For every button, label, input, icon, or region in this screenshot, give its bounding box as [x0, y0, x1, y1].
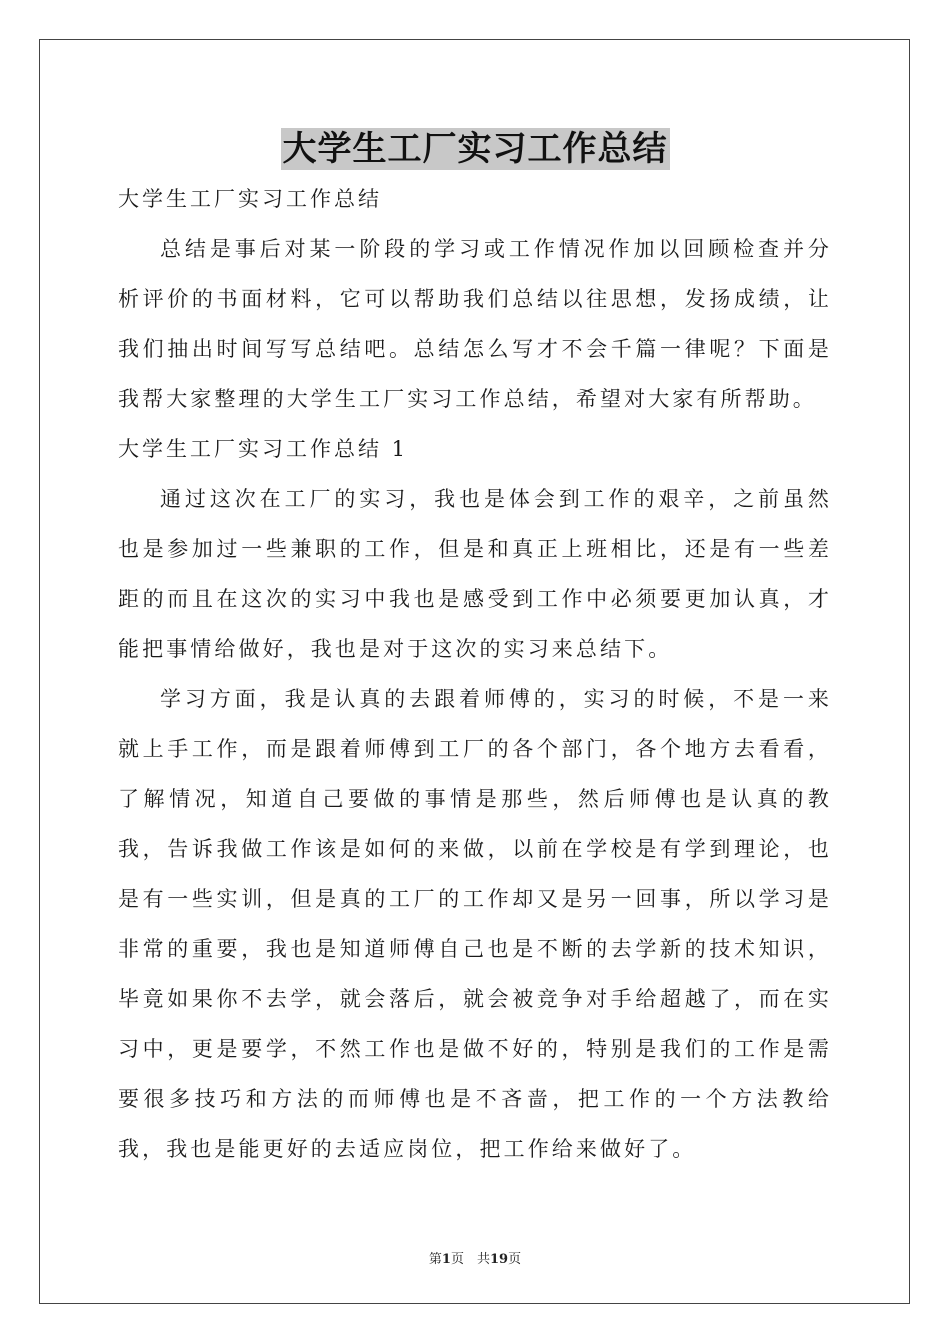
document-body — [118, 174, 832, 1174]
intro-paragraph: 总结是事后对某一阶段的学习或工作情况作加以回顾检查并分析评价的书面材料，它可以帮助我们总结以往思想，发扬成绩，让我们抽出时间写写总结吧。总结怎么写才不会千篇一律呢？下面是我帮大家整理的大学生工厂实习工作总结，希望对大家有所帮助。 — [118, 237, 832, 411]
document-subtitle: 大学生工厂实习工作总结 — [118, 187, 382, 211]
document-title: 大学生工厂实习工作总结 — [282, 129, 668, 169]
footer-page-mid: 页 共 — [450, 1252, 490, 1267]
footer-page-suffix: 页 — [508, 1252, 522, 1267]
section-paragraph-2: 学习方面，我是认真的去跟着师傅的，实习的时候，不是一来就上手工作，而是跟着师傅到工厂的各个部门，各个地方去看看，了解情况，知道自己要做的事情是那些，然后师傅也是认真的教我，告诉我做工作该是如何的来做，以前在学校是有学到理论，也是有一些实训，但是真的工厂的工作却又是另一回事，所以学习是非常的重要，我也是知道师傅自己也是不断的去学新的技术知识，毕竟如果你不去学，就会落后，就会被竞争对手给超越了，而在实习中，更是要学，不然工作也是做不好的，特别是我们的工作是需要很多技巧和方法的而师傅也是不吝啬，把工作的一个方法教给我，我也是能更好的去适应岗位，把工作给来做好了。 — [118, 687, 832, 1161]
section-paragraph-1: 通过这次在工厂的实习，我也是体会到工作的艰辛，之前虽然也是参加过一些兼职的工作，但是和真正上班相比，还是有一些差距的而且在这次的实习中我也是感受到工作中必须要更加认真，才能把事情给做好，我也是对于这次的实习来总结下。 — [118, 487, 832, 661]
footer-page-prefix: 第 — [428, 1252, 442, 1267]
footer-page-total: 19 — [489, 1252, 509, 1267]
page-footer — [0, 1248, 950, 1267]
footer-page-current: 1 — [441, 1252, 451, 1267]
title-container — [0, 128, 950, 170]
section-heading: 大学生工厂实习工作总结 1 — [118, 437, 409, 461]
